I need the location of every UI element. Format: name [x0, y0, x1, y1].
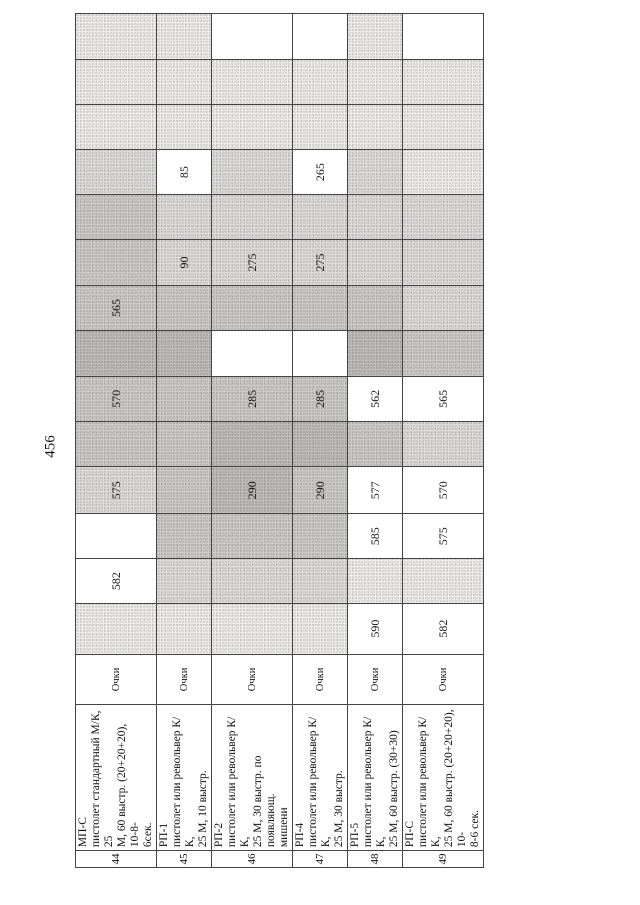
unit-cell: Очки — [76, 654, 157, 705]
table-row — [293, 14, 348, 868]
row-number: 47 — [293, 851, 348, 868]
value-cell — [157, 513, 212, 558]
value-cell — [76, 14, 157, 60]
row-number: 44 — [76, 851, 157, 868]
table-row — [403, 14, 484, 868]
value-cell — [293, 59, 348, 104]
value-cell — [212, 59, 293, 104]
description-line: пистолет или револьвер К/К, — [171, 716, 196, 848]
discipline-description — [403, 705, 484, 851]
value-cell: 565 — [403, 376, 484, 421]
value-cell — [403, 105, 484, 150]
value-cell: 590 — [348, 603, 403, 654]
value-cell — [403, 14, 484, 60]
value-cell: 570 — [403, 467, 484, 514]
value-cell — [212, 603, 293, 654]
value-cell — [212, 150, 293, 194]
value-cell: 290 — [212, 467, 293, 514]
description-line: пистолет или револьвер К/К, — [307, 716, 332, 848]
value-cell: 90 — [157, 240, 212, 285]
value-cell — [293, 331, 348, 376]
description-line: РП-1 — [158, 822, 170, 848]
description-line: 8-6 сек. — [469, 810, 481, 848]
value-cell — [157, 59, 212, 104]
value-cell — [157, 331, 212, 376]
description-line: 25 М, 60 выстр. (20+20+20), 10- — [443, 709, 468, 848]
value-cell — [348, 105, 403, 150]
value-cell: 582 — [76, 559, 157, 603]
value-cell — [293, 603, 348, 654]
value-cell — [348, 150, 403, 194]
value-cell — [212, 14, 293, 60]
value-cell — [212, 331, 293, 376]
table-row — [157, 14, 212, 868]
value-cell — [76, 105, 157, 150]
value-cell — [76, 331, 157, 376]
description-line: РП-5 — [349, 822, 361, 848]
value-cell — [403, 150, 484, 194]
value-cell — [157, 603, 212, 654]
value-cell: 575 — [76, 467, 157, 514]
row-number: 45 — [157, 851, 212, 868]
value-cell — [348, 14, 403, 60]
value-cell: 575 — [403, 513, 484, 558]
row-number: 48 — [348, 851, 403, 868]
value-cell — [293, 559, 348, 603]
value-cell — [293, 14, 348, 60]
description-line: пистолет или револьвер К/К, — [417, 716, 442, 848]
value-cell — [157, 14, 212, 60]
description-line: пистолет стандартный М/К, 25 — [90, 710, 115, 848]
row-number: 49 — [403, 851, 484, 868]
description-line: 25 М, 30 выстр. по появляющ. — [252, 755, 277, 848]
value-cell — [348, 422, 403, 467]
value-cell — [348, 59, 403, 104]
value-cell — [348, 559, 403, 603]
value-cell — [293, 422, 348, 467]
unit-cell: Очки — [293, 654, 348, 705]
table-row — [348, 14, 403, 868]
description-line: МП-С — [77, 817, 89, 848]
value-cell — [157, 467, 212, 514]
value-cell — [403, 559, 484, 603]
description-line: М, 60 выстр. (20+20+20), 10-8- — [116, 723, 141, 848]
value-cell: 265 — [293, 150, 348, 194]
value-cell — [157, 559, 212, 603]
value-cell: 562 — [348, 376, 403, 421]
value-cell — [348, 194, 403, 239]
value-cell: 275 — [293, 240, 348, 285]
value-cell — [157, 422, 212, 467]
value-cell — [403, 422, 484, 467]
value-cell — [348, 240, 403, 285]
value-cell: 577 — [348, 467, 403, 514]
value-cell: 570 — [76, 376, 157, 421]
value-cell: 85 — [157, 150, 212, 194]
value-cell — [212, 285, 293, 330]
description-line: пистолет или револьвер К/К, — [226, 716, 251, 848]
description-line: пистолет или револьвер К/К, — [362, 716, 387, 848]
table-row — [212, 14, 293, 868]
value-cell: 285 — [293, 376, 348, 421]
discipline-description — [293, 705, 348, 851]
table-row — [76, 14, 157, 868]
value-cell: 565 — [76, 285, 157, 330]
unit-cell: Очки — [403, 654, 484, 705]
value-cell — [212, 559, 293, 603]
value-cell: 285 — [212, 376, 293, 421]
value-cell — [157, 105, 212, 150]
value-cell — [76, 150, 157, 194]
unit-cell: Очки — [212, 654, 293, 705]
value-cell — [212, 513, 293, 558]
value-cell — [157, 194, 212, 239]
value-cell: 582 — [403, 603, 484, 654]
value-cell — [76, 603, 157, 654]
description-line: РП-С — [404, 820, 416, 848]
value-cell — [76, 513, 157, 558]
value-cell — [293, 513, 348, 558]
description-line: 25 М, 10 выстр. — [197, 770, 209, 848]
value-cell — [76, 422, 157, 467]
discipline-description — [76, 705, 157, 851]
value-cell — [403, 194, 484, 239]
description-line: мишени — [278, 807, 290, 848]
standards-table — [75, 13, 484, 868]
description-line: РП-4 — [294, 822, 306, 848]
value-cell — [403, 59, 484, 104]
value-cell: 290 — [293, 467, 348, 514]
discipline-description — [157, 705, 212, 851]
value-cell — [157, 376, 212, 421]
value-cell — [293, 194, 348, 239]
discipline-description — [212, 705, 293, 851]
value-cell: 275 — [212, 240, 293, 285]
value-cell: 585 — [348, 513, 403, 558]
value-cell — [348, 331, 403, 376]
value-cell — [76, 194, 157, 239]
value-cell — [403, 240, 484, 285]
description-line: 6сек. — [142, 822, 154, 848]
discipline-description — [348, 705, 403, 851]
value-cell — [212, 422, 293, 467]
unit-cell: Очки — [157, 654, 212, 705]
page-number: 456 — [42, 435, 59, 458]
row-number: 46 — [212, 851, 293, 868]
value-cell — [76, 59, 157, 104]
description-line: 25 М, 60 выстр. (30+30) — [388, 730, 400, 848]
value-cell — [212, 105, 293, 150]
value-cell — [293, 105, 348, 150]
unit-cell: Очки — [348, 654, 403, 705]
value-cell — [76, 240, 157, 285]
value-cell — [212, 194, 293, 239]
value-cell — [348, 285, 403, 330]
description-line: 25 М, 30 выстр. — [333, 770, 345, 848]
value-cell — [403, 331, 484, 376]
value-cell — [157, 285, 212, 330]
description-line: РП-2 — [213, 822, 225, 848]
value-cell — [403, 285, 484, 330]
value-cell — [293, 285, 348, 330]
standards-table-rotated — [75, 13, 481, 868]
